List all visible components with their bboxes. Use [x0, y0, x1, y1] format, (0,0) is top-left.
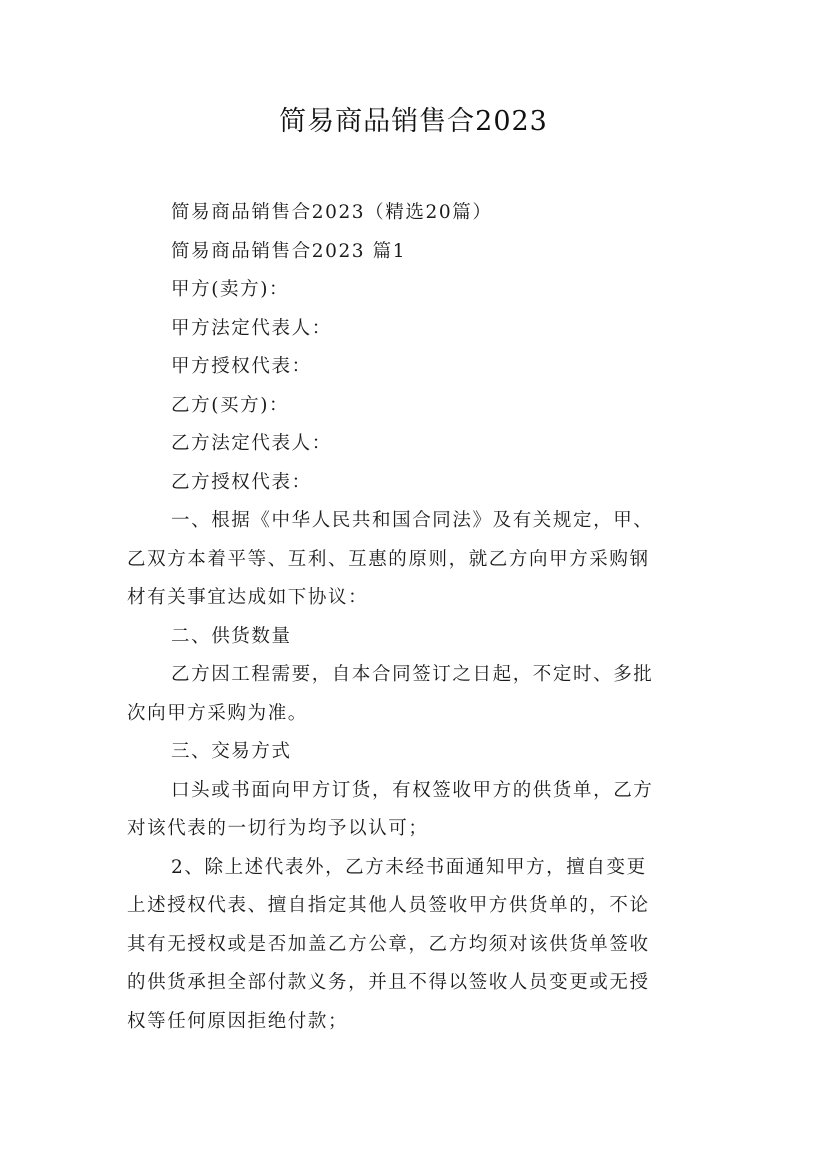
document-body	[127, 194, 717, 1041]
paragraph-line: 乙双方本着平等、互利、互惠的原则，就乙方向甲方采购钢	[127, 548, 650, 570]
paragraph-line: 口头或书面向甲方订货，有权签收甲方的供货单，乙方	[171, 779, 654, 801]
section-heading: 简易商品销售合2023 篇1	[171, 240, 407, 262]
paragraph-line: 的供货承担全部付款义务，并且不得以签收人员变更或无授	[127, 972, 650, 993]
party-a-line: 甲方(卖方)：	[171, 279, 290, 300]
paragraph-supply-heading	[127, 618, 717, 657]
paragraph-ordering	[127, 772, 717, 849]
paragraph-clause-1	[127, 502, 717, 618]
party-a-authorized-rep-line: 甲方授权代表：	[171, 356, 312, 377]
paragraph-supply-quantity	[127, 656, 717, 733]
paragraph-line: 2、除上述代表外，乙方未经书面通知甲方，擅自变更	[171, 856, 647, 878]
paragraph-trade-heading	[127, 733, 717, 772]
paragraph-line: 其有无授权或是否加盖乙方公章，乙方均须对该供货单签收	[127, 933, 650, 955]
party-b-legal-rep-line: 乙方法定代表人：	[171, 433, 332, 454]
paragraph-line: 材有关事宜达成如下协议：	[127, 587, 369, 608]
paragraph-line: 上述授权代表、擅自指定其他人员签收甲方供货单的，不论	[127, 895, 650, 916]
party-a-legal-rep-line: 甲方法定代表人：	[171, 317, 332, 339]
paragraph-line: 乙方因工程需要，自本合同签订之日起，不定时、多批	[171, 664, 654, 685]
party-b-line: 乙方(买方)：	[171, 394, 290, 416]
subtitle-line: 简易商品销售合2023（精选20篇）	[171, 202, 493, 223]
paragraph-line: 对该代表的一切行为均予以认可；	[127, 818, 429, 839]
party-b-authorized-rep-line: 乙方授权代表：	[171, 471, 312, 493]
section-heading: 二、供货数量	[171, 625, 292, 647]
paragraph-line: 一、根据《中华人民共和国合同法》及有关规定，甲、	[171, 510, 654, 531]
paragraph-line: 权等任何原因拒绝付款；	[127, 1010, 349, 1032]
paragraph-line: 次向甲方采购为准。	[127, 702, 308, 724]
section-heading: 三、交易方式	[171, 741, 292, 762]
document-title: 简易商品销售合2023	[279, 106, 548, 137]
paragraph-representative-change	[127, 849, 717, 1042]
